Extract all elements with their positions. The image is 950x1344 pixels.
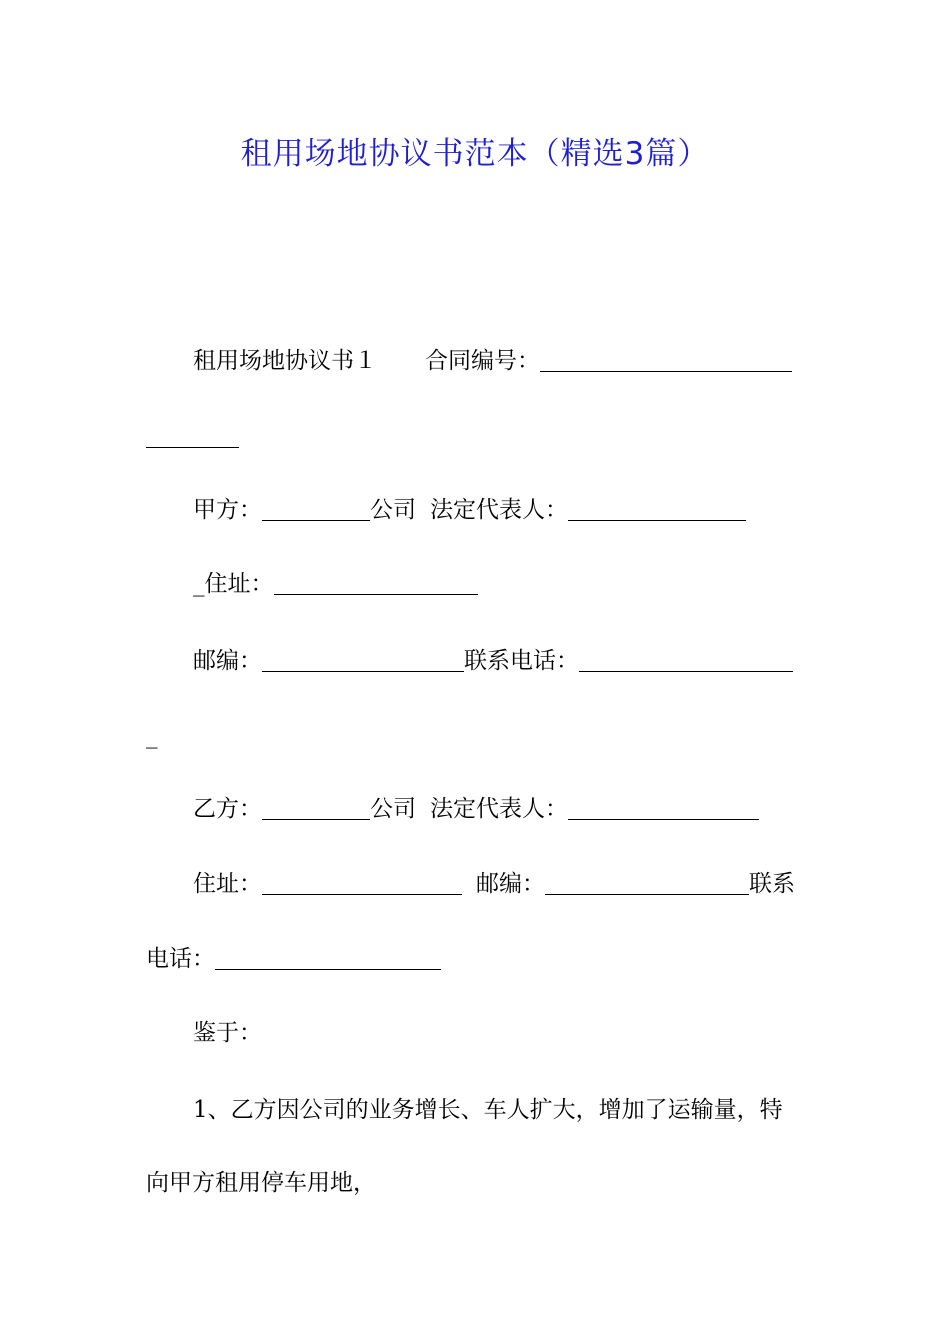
party-a-phone-label: 联系电话： xyxy=(464,648,579,674)
party-a-line xyxy=(193,494,746,526)
whereas-heading xyxy=(193,1017,262,1049)
party-a-address-line xyxy=(193,568,478,600)
party-a-address-blank xyxy=(274,571,478,595)
party-b-contact-line xyxy=(193,868,795,900)
party-a-rep-blank xyxy=(568,497,746,521)
party-a-label: 甲方： xyxy=(193,497,262,523)
clause-1-text: 1、乙方因公司的业务增长、车人扩大，增加了运输量，特 xyxy=(193,1097,783,1123)
party-a-phone-continuation xyxy=(146,720,158,752)
party-a-postcode-blank xyxy=(262,648,464,672)
underscore-continuation: _ xyxy=(146,723,158,749)
whereas-label: 鉴于： xyxy=(193,1020,262,1046)
party-a-rep-label: 法定代表人： xyxy=(430,497,568,523)
party-b-postcode-label: 邮编： xyxy=(476,871,545,897)
clause-1-line-1 xyxy=(193,1094,783,1126)
contract-number-blank xyxy=(540,348,792,372)
party-b-phone-line xyxy=(146,943,441,975)
party-b-label: 乙方： xyxy=(193,796,262,822)
clause-1-line-2 xyxy=(146,1167,376,1199)
party-b-postcode-blank xyxy=(545,871,749,895)
agreement-name: 租用场地协议书１ xyxy=(193,348,377,374)
party-b-rep-blank xyxy=(568,796,759,820)
party-b-company-suffix: 公司 xyxy=(370,796,416,822)
clause-1-text-cont: 向甲方租用停车用地， xyxy=(146,1170,376,1196)
party-a-address-label: _住址： xyxy=(193,571,274,597)
contract-number-label: 合同编号： xyxy=(425,348,540,374)
party-a-company-suffix: 公司 xyxy=(370,497,416,523)
party-b-phone-blank xyxy=(215,946,441,970)
party-b-rep-label: 法定代表人： xyxy=(430,796,568,822)
contract-number-continuation xyxy=(146,421,239,453)
party-a-contact-line xyxy=(193,645,793,677)
party-b-address-blank xyxy=(262,871,462,895)
party-a-postcode-label: 邮编： xyxy=(193,648,262,674)
contract-number-blank-cont xyxy=(146,424,239,448)
party-b-phone-label: 电话： xyxy=(146,946,215,972)
agreement-heading-line xyxy=(193,345,792,377)
party-a-phone-blank xyxy=(579,648,793,672)
party-b-address-label: 住址： xyxy=(193,871,262,897)
party-a-name-blank xyxy=(262,497,370,521)
party-b-contact-label: 联系 xyxy=(749,871,795,897)
document-title: 租用场地协议书范本（精选3篇） xyxy=(240,136,710,172)
party-b-name-blank xyxy=(262,796,370,820)
party-b-line xyxy=(193,793,759,825)
